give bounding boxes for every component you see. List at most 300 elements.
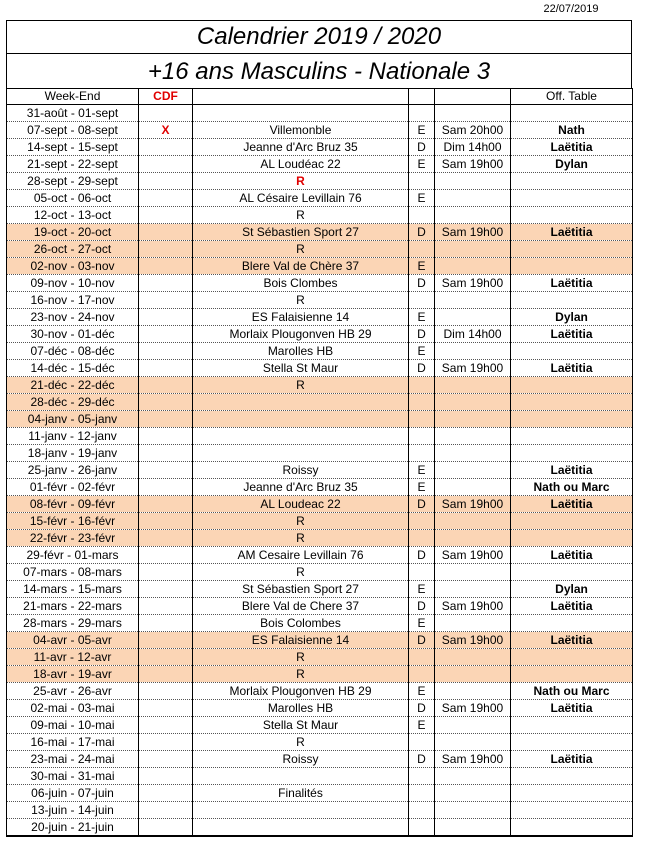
weekend-cell: 25-janv - 26-janv	[7, 462, 139, 479]
table-row	[7, 768, 633, 785]
table-row	[7, 241, 633, 258]
opponent-cell: Bois Colombes	[193, 615, 409, 632]
cdf-cell	[139, 479, 193, 496]
time-cell	[435, 819, 511, 837]
time-cell	[435, 428, 511, 445]
opponent-cell: Stella St Maur	[193, 717, 409, 734]
opponent-cell: St Sébastien Sport 27	[193, 224, 409, 241]
time-cell	[435, 683, 511, 700]
official-table-cell: Laëtitia	[511, 462, 633, 479]
official-table-cell	[511, 190, 633, 207]
weekend-cell: 30-nov - 01-déc	[7, 326, 139, 343]
time-cell	[435, 564, 511, 581]
venue-cell: E	[409, 615, 435, 632]
cdf-cell	[139, 496, 193, 513]
venue-cell: E	[409, 462, 435, 479]
venue-cell	[409, 666, 435, 683]
official-table-cell	[511, 411, 633, 428]
opponent-cell: Stella St Maur	[193, 360, 409, 377]
weekend-cell: 04-janv - 05-janv	[7, 411, 139, 428]
opponent-cell: R	[193, 377, 409, 394]
time-cell	[435, 513, 511, 530]
venue-cell	[409, 785, 435, 802]
cdf-cell	[139, 734, 193, 751]
opponent-cell: St Sébastien Sport 27	[193, 581, 409, 598]
venue-cell	[409, 207, 435, 224]
cdf-cell	[139, 411, 193, 428]
time-cell	[435, 530, 511, 547]
weekend-cell: 08-févr - 09-févr	[7, 496, 139, 513]
cdf-cell	[139, 309, 193, 326]
official-table-cell	[511, 258, 633, 275]
time-cell	[435, 785, 511, 802]
table-row	[7, 445, 633, 462]
weekend-cell: 09-nov - 10-nov	[7, 275, 139, 292]
header-weekend: Week-End	[7, 88, 139, 105]
cdf-cell	[139, 326, 193, 343]
weekend-cell: 31-août - 01-sept	[7, 105, 139, 122]
cdf-cell	[139, 105, 193, 122]
venue-cell	[409, 734, 435, 751]
schedule-table	[6, 88, 633, 837]
venue-cell: D	[409, 139, 435, 156]
cdf-cell	[139, 377, 193, 394]
opponent-cell: R	[193, 649, 409, 666]
venue-cell: E	[409, 343, 435, 360]
cdf-cell	[139, 462, 193, 479]
time-cell	[435, 666, 511, 683]
weekend-cell: 18-avr - 19-avr	[7, 666, 139, 683]
cdf-cell	[139, 598, 193, 615]
opponent-cell: ES Falaisienne 14	[193, 309, 409, 326]
weekend-cell: 02-nov - 03-nov	[7, 258, 139, 275]
venue-cell	[409, 428, 435, 445]
venue-cell: D	[409, 632, 435, 649]
weekend-cell: 07-sept - 08-sept	[7, 122, 139, 139]
weekend-cell: 23-mai - 24-mai	[7, 751, 139, 768]
opponent-cell: Morlaix Plougonven HB 29	[193, 326, 409, 343]
header-official-table: Off. Table	[511, 88, 633, 105]
opponent-cell	[193, 802, 409, 819]
official-table-cell	[511, 513, 633, 530]
venue-cell: D	[409, 700, 435, 717]
venue-cell: D	[409, 275, 435, 292]
table-row	[7, 496, 633, 513]
cdf-cell	[139, 275, 193, 292]
time-cell	[435, 207, 511, 224]
table-row	[7, 632, 633, 649]
venue-cell: E	[409, 190, 435, 207]
schedule-body	[7, 88, 633, 836]
opponent-cell: AL Césaire Levillain 76	[193, 190, 409, 207]
weekend-cell: 07-déc - 08-déc	[7, 343, 139, 360]
official-table-cell	[511, 717, 633, 734]
cdf-cell	[139, 513, 193, 530]
weekend-cell: 22-févr - 23-févr	[7, 530, 139, 547]
opponent-cell: Bois Clombes	[193, 275, 409, 292]
time-cell: Sam 19h00	[435, 496, 511, 513]
official-table-cell	[511, 445, 633, 462]
table-row	[7, 275, 633, 292]
weekend-cell: 29-févr - 01-mars	[7, 547, 139, 564]
official-table-cell: Laëtitia	[511, 360, 633, 377]
official-table-cell: Laëtitia	[511, 751, 633, 768]
venue-cell: D	[409, 224, 435, 241]
table-row	[7, 513, 633, 530]
venue-cell: D	[409, 598, 435, 615]
time-cell: Sam 19h00	[435, 224, 511, 241]
table-row	[7, 700, 633, 717]
table-row	[7, 326, 633, 343]
cdf-cell	[139, 445, 193, 462]
official-table-cell	[511, 241, 633, 258]
official-table-cell: Laëtitia	[511, 139, 633, 156]
venue-cell: E	[409, 581, 435, 598]
time-cell	[435, 802, 511, 819]
table-row	[7, 615, 633, 632]
opponent-cell: AM Cesaire Levillain 76	[193, 547, 409, 564]
table-row	[7, 547, 633, 564]
official-table-cell: Laëtitia	[511, 496, 633, 513]
time-cell	[435, 615, 511, 632]
table-row	[7, 105, 633, 122]
cdf-cell	[139, 224, 193, 241]
opponent-cell: AL Loudéac 22	[193, 156, 409, 173]
venue-cell: E	[409, 156, 435, 173]
cdf-cell	[139, 564, 193, 581]
weekend-cell: 04-avr - 05-avr	[7, 632, 139, 649]
opponent-cell: Jeanne d'Arc Bruz 35	[193, 479, 409, 496]
time-cell	[435, 717, 511, 734]
venue-cell	[409, 394, 435, 411]
time-cell: Sam 19h00	[435, 547, 511, 564]
table-row	[7, 785, 633, 802]
weekend-cell: 28-sept - 29-sept	[7, 173, 139, 190]
official-table-cell	[511, 666, 633, 683]
cdf-cell	[139, 615, 193, 632]
weekend-cell: 30-mai - 31-mai	[7, 768, 139, 785]
venue-cell	[409, 819, 435, 837]
cdf-cell	[139, 360, 193, 377]
cdf-cell	[139, 139, 193, 156]
venue-cell	[409, 513, 435, 530]
weekend-cell: 25-avr - 26-avr	[7, 683, 139, 700]
table-row	[7, 734, 633, 751]
opponent-cell	[193, 768, 409, 785]
table-row	[7, 292, 633, 309]
weekend-cell: 21-déc - 22-déc	[7, 377, 139, 394]
time-cell: Sam 19h00	[435, 751, 511, 768]
team-title: +16 ans Masculins - Nationale 3	[6, 53, 632, 89]
cdf-cell	[139, 581, 193, 598]
opponent-cell	[193, 428, 409, 445]
venue-cell	[409, 377, 435, 394]
table-row	[7, 683, 633, 700]
header-row	[7, 88, 633, 105]
table-row	[7, 377, 633, 394]
official-table-cell: Laëtitia	[511, 224, 633, 241]
time-cell: Sam 19h00	[435, 700, 511, 717]
weekend-cell: 11-avr - 12-avr	[7, 649, 139, 666]
opponent-cell: Marolles HB	[193, 343, 409, 360]
opponent-cell	[193, 411, 409, 428]
opponent-cell: R	[193, 564, 409, 581]
cdf-cell	[139, 156, 193, 173]
opponent-cell: Roissy	[193, 751, 409, 768]
opponent-cell	[193, 445, 409, 462]
opponent-cell: R	[193, 513, 409, 530]
cdf-cell: X	[139, 122, 193, 139]
table-row	[7, 207, 633, 224]
weekend-cell: 23-nov - 24-nov	[7, 309, 139, 326]
venue-cell: E	[409, 717, 435, 734]
official-table-cell: Laëtitia	[511, 275, 633, 292]
table-row	[7, 309, 633, 326]
official-table-cell	[511, 105, 633, 122]
opponent-cell: R	[193, 530, 409, 547]
header-opponent	[193, 88, 409, 105]
official-table-cell: Dylan	[511, 156, 633, 173]
venue-cell: D	[409, 751, 435, 768]
weekend-cell: 12-oct - 13-oct	[7, 207, 139, 224]
opponent-cell: Villemonble	[193, 122, 409, 139]
time-cell	[435, 394, 511, 411]
time-cell	[435, 734, 511, 751]
time-cell	[435, 581, 511, 598]
official-table-cell: Laëtitia	[511, 326, 633, 343]
calendar-title: Calendrier 2019 / 2020	[6, 20, 632, 53]
venue-cell	[409, 802, 435, 819]
table-row	[7, 122, 633, 139]
official-table-cell: Nath	[511, 122, 633, 139]
official-table-cell	[511, 343, 633, 360]
table-row	[7, 428, 633, 445]
table-row	[7, 173, 633, 190]
venue-cell	[409, 530, 435, 547]
cdf-cell	[139, 785, 193, 802]
weekend-cell: 13-juin - 14-juin	[7, 802, 139, 819]
venue-cell	[409, 292, 435, 309]
opponent-cell: Jeanne d'Arc Bruz 35	[193, 139, 409, 156]
opponent-cell: R	[193, 734, 409, 751]
venue-cell: E	[409, 309, 435, 326]
table-row	[7, 411, 633, 428]
table-row	[7, 649, 633, 666]
cdf-cell	[139, 547, 193, 564]
weekend-cell: 14-déc - 15-déc	[7, 360, 139, 377]
venue-cell: E	[409, 122, 435, 139]
time-cell: Sam 19h00	[435, 275, 511, 292]
weekend-cell: 05-oct - 06-oct	[7, 190, 139, 207]
table-row	[7, 190, 633, 207]
table-row	[7, 343, 633, 360]
table-row	[7, 819, 633, 837]
cdf-cell	[139, 530, 193, 547]
cdf-cell	[139, 258, 193, 275]
table-row	[7, 360, 633, 377]
official-table-cell: Laëtitia	[511, 700, 633, 717]
opponent-cell	[193, 105, 409, 122]
table-row	[7, 802, 633, 819]
official-table-cell: Dylan	[511, 309, 633, 326]
venue-cell	[409, 649, 435, 666]
weekend-cell: 16-mai - 17-mai	[7, 734, 139, 751]
weekend-cell: 28-déc - 29-déc	[7, 394, 139, 411]
opponent-cell: ES Falaisienne 14	[193, 632, 409, 649]
weekend-cell: 09-mai - 10-mai	[7, 717, 139, 734]
report-date: 22/07/2019	[543, 3, 599, 15]
opponent-cell: R	[193, 666, 409, 683]
weekend-cell: 19-oct - 20-oct	[7, 224, 139, 241]
table-row	[7, 564, 633, 581]
time-cell: Sam 19h00	[435, 632, 511, 649]
opponent-cell: R	[193, 292, 409, 309]
venue-cell: E	[409, 683, 435, 700]
official-table-cell	[511, 564, 633, 581]
venue-cell	[409, 105, 435, 122]
opponent-cell	[193, 394, 409, 411]
table-row	[7, 751, 633, 768]
venue-cell: D	[409, 547, 435, 564]
table-row	[7, 258, 633, 275]
time-cell	[435, 173, 511, 190]
cdf-cell	[139, 428, 193, 445]
cdf-cell	[139, 819, 193, 837]
weekend-cell: 14-mars - 15-mars	[7, 581, 139, 598]
cdf-cell	[139, 292, 193, 309]
official-table-cell	[511, 819, 633, 837]
cdf-cell	[139, 241, 193, 258]
official-table-cell	[511, 768, 633, 785]
cdf-cell	[139, 802, 193, 819]
venue-cell: E	[409, 258, 435, 275]
time-cell	[435, 309, 511, 326]
table-row	[7, 581, 633, 598]
weekend-cell: 02-mai - 03-mai	[7, 700, 139, 717]
venue-cell	[409, 173, 435, 190]
official-table-cell	[511, 785, 633, 802]
time-cell	[435, 768, 511, 785]
table-row	[7, 394, 633, 411]
official-table-cell	[511, 292, 633, 309]
weekend-cell: 18-janv - 19-janv	[7, 445, 139, 462]
weekend-cell: 15-févr - 16-févr	[7, 513, 139, 530]
official-table-cell	[511, 802, 633, 819]
time-cell: Sam 20h00	[435, 122, 511, 139]
cdf-cell	[139, 751, 193, 768]
official-table-cell	[511, 207, 633, 224]
venue-cell: D	[409, 360, 435, 377]
weekend-cell: 26-oct - 27-oct	[7, 241, 139, 258]
opponent-cell: Marolles HB	[193, 700, 409, 717]
cdf-cell	[139, 666, 193, 683]
opponent-cell: Blere Val de Chère 37	[193, 258, 409, 275]
cdf-cell	[139, 649, 193, 666]
official-table-cell	[511, 173, 633, 190]
weekend-cell: 16-nov - 17-nov	[7, 292, 139, 309]
weekend-cell: 07-mars - 08-mars	[7, 564, 139, 581]
table-row	[7, 479, 633, 496]
weekend-cell: 14-sept - 15-sept	[7, 139, 139, 156]
weekend-cell: 01-févr - 02-févr	[7, 479, 139, 496]
venue-cell: D	[409, 326, 435, 343]
weekend-cell: 21-mars - 22-mars	[7, 598, 139, 615]
time-cell	[435, 462, 511, 479]
weekend-cell: 20-juin - 21-juin	[7, 819, 139, 837]
cdf-cell	[139, 394, 193, 411]
official-table-cell: Dylan	[511, 581, 633, 598]
official-table-cell	[511, 394, 633, 411]
cdf-cell	[139, 717, 193, 734]
opponent-cell: Finalités	[193, 785, 409, 802]
venue-cell: E	[409, 479, 435, 496]
venue-cell: D	[409, 496, 435, 513]
official-table-cell: Laëtitia	[511, 598, 633, 615]
table-row	[7, 224, 633, 241]
cdf-cell	[139, 683, 193, 700]
official-table-cell	[511, 615, 633, 632]
opponent-cell: R	[193, 241, 409, 258]
time-cell	[435, 649, 511, 666]
time-cell	[435, 190, 511, 207]
time-cell	[435, 258, 511, 275]
time-cell: Sam 19h00	[435, 598, 511, 615]
weekend-cell: 21-sept - 22-sept	[7, 156, 139, 173]
weekend-cell: 11-janv - 12-janv	[7, 428, 139, 445]
table-row	[7, 717, 633, 734]
header-time	[435, 88, 511, 105]
time-cell	[435, 105, 511, 122]
opponent-cell: R	[193, 173, 409, 190]
weekend-cell: 06-juin - 07-juin	[7, 785, 139, 802]
cdf-cell	[139, 768, 193, 785]
opponent-cell: R	[193, 207, 409, 224]
opponent-cell: Roissy	[193, 462, 409, 479]
cdf-cell	[139, 207, 193, 224]
time-cell	[435, 292, 511, 309]
venue-cell	[409, 411, 435, 428]
time-cell	[435, 479, 511, 496]
time-cell: Sam 19h00	[435, 156, 511, 173]
opponent-cell: Morlaix Plougonven HB 29	[193, 683, 409, 700]
venue-cell	[409, 564, 435, 581]
table-row	[7, 139, 633, 156]
time-cell	[435, 343, 511, 360]
header-cdf: CDF	[139, 88, 193, 105]
time-cell	[435, 377, 511, 394]
table-row	[7, 598, 633, 615]
time-cell: Dim 14h00	[435, 139, 511, 156]
official-table-cell: Laëtitia	[511, 547, 633, 564]
table-row	[7, 530, 633, 547]
official-table-cell: Nath ou Marc	[511, 683, 633, 700]
time-cell	[435, 241, 511, 258]
cdf-cell	[139, 632, 193, 649]
header-venue	[409, 88, 435, 105]
cdf-cell	[139, 190, 193, 207]
official-table-cell	[511, 649, 633, 666]
opponent-cell	[193, 819, 409, 837]
table-row	[7, 462, 633, 479]
venue-cell	[409, 445, 435, 462]
cdf-cell	[139, 700, 193, 717]
official-table-cell	[511, 734, 633, 751]
time-cell	[435, 445, 511, 462]
weekend-cell: 28-mars - 29-mars	[7, 615, 139, 632]
official-table-cell: Laëtitia	[511, 632, 633, 649]
time-cell: Sam 19h00	[435, 360, 511, 377]
official-table-cell: Nath ou Marc	[511, 479, 633, 496]
